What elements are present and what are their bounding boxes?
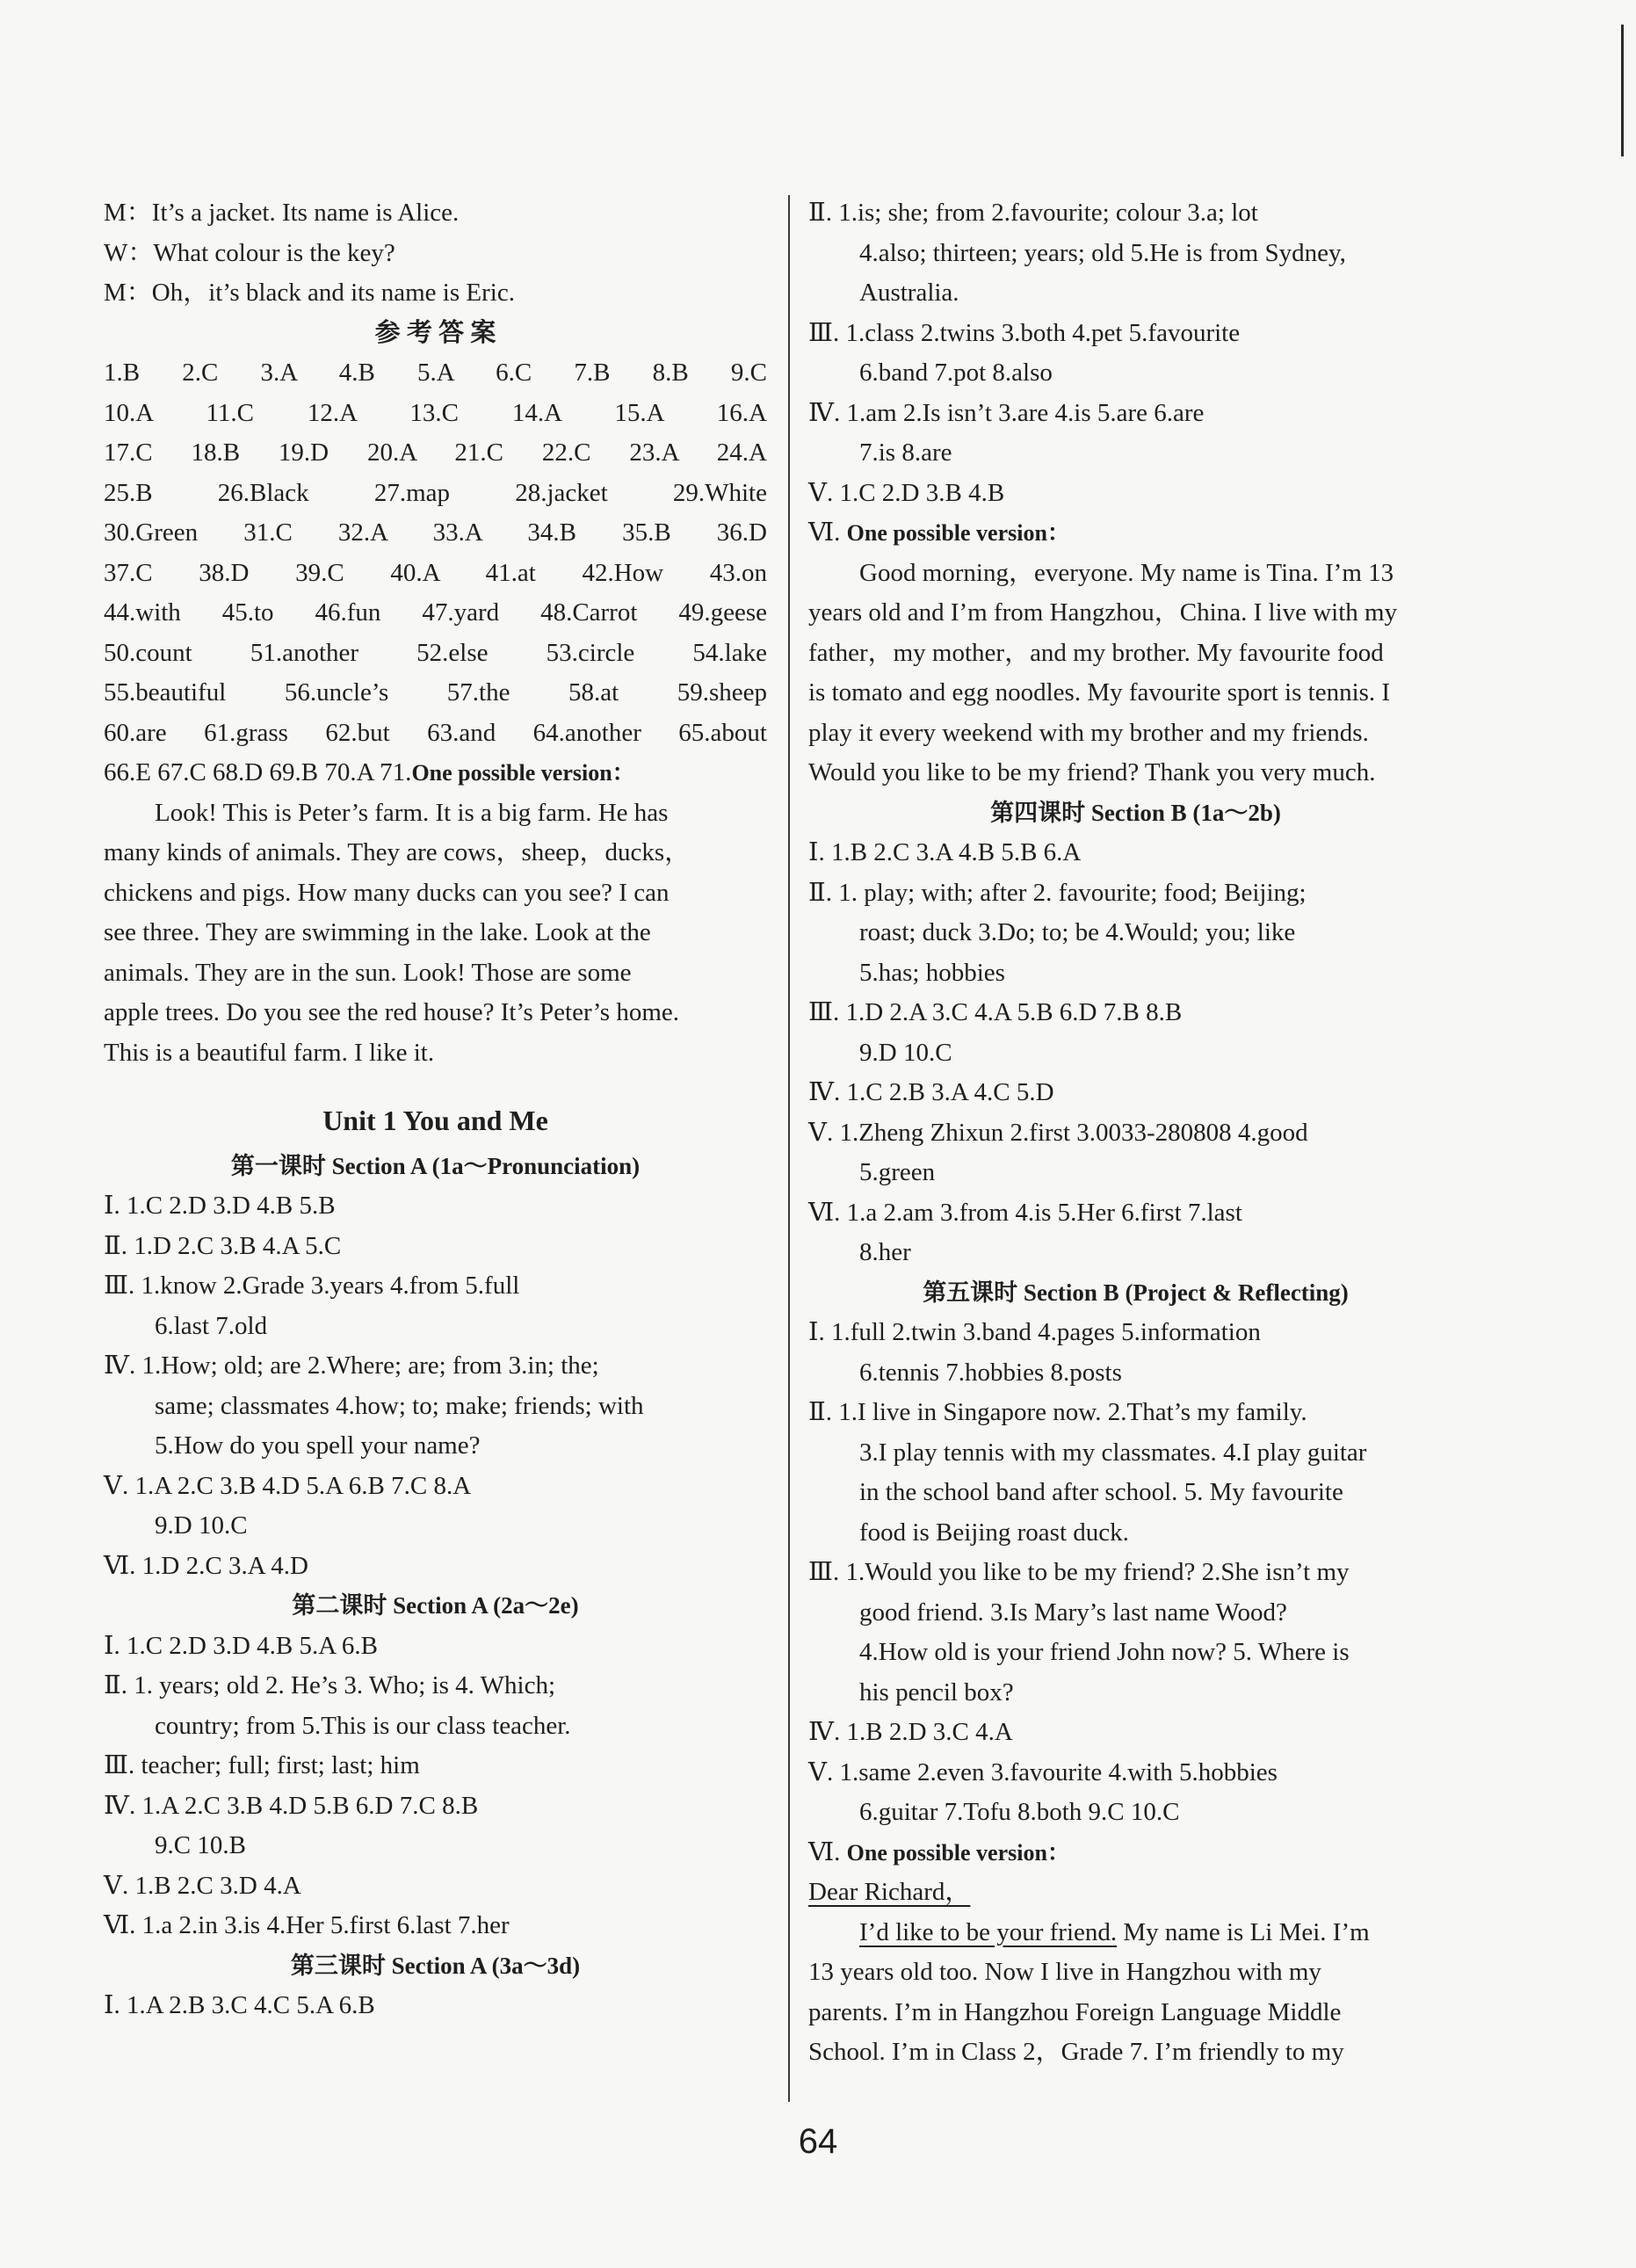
answer-line: country; from 5.This is our class teacher. (155, 1711, 571, 1740)
answer-line: 7.is 8.are (859, 438, 952, 467)
answer-line: 1.B 2.C 3.A 4.B 5.A 6.C 7.B 8.B 9.C (104, 359, 767, 387)
answer-line: good friend. 3.Is Mary’s last name Wood? (859, 1598, 1287, 1627)
answer-line: 5.How do you spell your name? (155, 1431, 481, 1460)
passage-line: Good morning，everyone. My name is Tina. I’m 13 (859, 558, 1394, 587)
answer-line: 10.A 11.C 12.A 13.C 14.A 15.A 16.A (104, 398, 767, 427)
passage-line: see three. They are swimming in the lake. Look at the (104, 918, 651, 946)
answer-line: same; classmates 4.how; to; make; friends; with (155, 1391, 644, 1420)
section-numeral: Ⅵ. (808, 518, 847, 547)
answer-line: Ⅲ. 1.class 2.twins 3.both 4.pet 5.favourite (808, 318, 1241, 347)
answer-line: Ⅰ. 1.A 2.B 3.C 4.C 5.A 6.B (104, 1991, 375, 2019)
answer-line (808, 1833, 1463, 1873)
answer-line: his pencil box? (859, 1677, 1014, 1706)
section-numeral: Ⅵ. (808, 1837, 847, 1866)
answer-line: Ⅴ. 1.same 2.even 3.favourite 4.with 5.hobbies (808, 1757, 1278, 1786)
answer-line: Ⅱ. 1.I live in Singapore now. 2.That’s my family. (808, 1398, 1307, 1426)
answer-line: Ⅲ. 1.know 2.Grade 3.years 4.from 5.full (104, 1272, 520, 1300)
answer-line: Ⅳ. 1.A 2.C 3.B 4.D 5.B 6.D 7.C 8.B (104, 1791, 479, 1820)
answer-line: 60.are 61.grass 62.but 63.and 64.another 65.about (104, 718, 767, 747)
answer-line: 25.B 26.Black 27.map 28.jacket 29.White (104, 478, 767, 507)
answer-line: 17.C 18.B 19.D 20.A 21.C 22.C 23.A 24.A (104, 438, 767, 467)
answer-line: Australia. (859, 279, 959, 307)
answer-line: Ⅳ. 1.C 2.B 3.A 4.C 5.D (808, 1078, 1054, 1106)
passage-line: father，my mother，and my brother. My favourite food (808, 638, 1384, 667)
answer-line: Ⅱ. 1.D 2.C 3.B 4.A 5.C (104, 1231, 342, 1260)
answer-line: Ⅵ. 1.a 2.in 3.is 4.Her 5.first 6.last 7.her (104, 1911, 510, 1939)
letter-greeting (808, 1873, 1463, 1913)
answer-line: Ⅳ. 1.B 2.D 3.C 4.A (808, 1718, 1013, 1746)
unit-title: Unit 1 You and Me (322, 1105, 548, 1136)
dialogue-line: M：Oh，it’s black and its name is Eric. (104, 279, 515, 307)
answer-line: food is Beijing roast duck. (859, 1518, 1129, 1547)
passage-line: apple trees. Do you see the red house? It’s Peter’s home. (104, 998, 679, 1026)
answer-line: Ⅱ. 1.is; she; from 2.favourite; colour 3.a; lot (808, 199, 1258, 227)
passage-line: many kinds of animals. They are cows，sheep，ducks， (104, 838, 691, 866)
answer-items: 66.E 67.C 68.D 69.B 70.A 71. (104, 758, 412, 786)
letter-line: School. I’m in Class 2，Grade 7. I’m friendly to my (808, 2038, 1344, 2066)
answer-line: 9.D 10.C (155, 1511, 248, 1540)
answer-line: Ⅱ. 1. years; old 2. He’s 3. Who; is 4. Which; (104, 1671, 555, 1699)
answer-line (104, 753, 767, 793)
dialogue-line: M：It’s a jacket. Its name is Alice. (104, 199, 460, 227)
dialogue-line: W：What colour is the key? (104, 238, 395, 267)
answer-line: Ⅰ. 1.C 2.D 3.D 4.B 5.A 6.B (104, 1631, 378, 1660)
answer-line: Ⅳ. 1.How; old; are 2.Where; are; from 3.in; the; (104, 1351, 599, 1380)
passage-line: is tomato and egg noodles. My favourite sport is tennis. I (808, 678, 1391, 706)
answer-line: Ⅲ. 1.D 2.A 3.C 4.A 5.B 6.D 7.B 8.B (808, 998, 1183, 1026)
version-label: One possible version： (846, 520, 1070, 546)
lesson1-title: 第一课时 Section A (1a～Pronunciation) (230, 1152, 641, 1179)
passage-line: chickens and pigs. How many ducks can you see? I can (104, 878, 670, 907)
answer-line: 8.her (859, 1238, 911, 1266)
lesson4-title: 第四课时 Section B (1a～2b) (990, 799, 1281, 826)
answer-line: Ⅱ. 1. play; with; after 2. favourite; food; Beijing; (808, 878, 1307, 907)
version-label: One possible version： (411, 760, 635, 786)
answer-line: 9.C 10.B (155, 1831, 246, 1859)
left-column (104, 193, 767, 2026)
lesson2-title: 第二课时 Section A (2a～2e) (292, 1592, 579, 1619)
answer-line: 6.tennis 7.hobbies 8.posts (859, 1358, 1122, 1387)
answer-line: Ⅴ. 1.A 2.C 3.B 4.D 5.A 6.B 7.C 8.A (104, 1471, 472, 1500)
margin-rule (1621, 25, 1624, 156)
lesson5-title: 第五课时 Section B (Project & Reflecting) (923, 1279, 1349, 1306)
passage-line: Would you like to be my friend? Thank you very much. (808, 758, 1376, 786)
answers-heading: 参 考 答 案 (374, 318, 496, 347)
answer-line: 4.How old is your friend John now? 5. Where is (859, 1638, 1350, 1666)
answer-line: 37.C 38.D 39.C 40.A 41.at 42.How 43.on (104, 558, 767, 587)
page-number: 64 (798, 2122, 838, 2161)
answer-line: 6.last 7.old (155, 1311, 268, 1340)
passage-line: years old and I’m from Hangzhou，China. I live with my (808, 598, 1398, 627)
answer-line: Ⅴ. 1.Zheng Zhixun 2.first 3.0033-280808 4.good (808, 1118, 1308, 1147)
answer-line: 9.D 10.C (859, 1038, 952, 1067)
answer-line: Ⅰ. 1.B 2.C 3.A 4.B 5.B 6.A (808, 838, 1082, 866)
version-label: One possible version： (846, 1839, 1070, 1866)
column-divider (788, 195, 790, 2102)
answer-line: 5.green (859, 1158, 936, 1186)
answer-line: 6.band 7.pot 8.also (859, 359, 1053, 387)
passage-line: This is a beautiful farm. I like it. (104, 1038, 435, 1067)
passage-line: play it every weekend with my brother and my friends. (808, 718, 1369, 747)
answer-line: Ⅵ. 1.D 2.C 3.A 4.D (104, 1551, 308, 1580)
answer-line: Ⅵ. 1.a 2.am 3.from 4.is 5.Her 6.first 7.last (808, 1198, 1242, 1227)
answer-line: Ⅰ. 1.full 2.twin 3.band 4.pages 5.information (808, 1318, 1261, 1346)
answer-line: 44.with 45.to 46.fun 47.yard 48.Carrot 49.geese (104, 598, 767, 627)
answer-line: Ⅰ. 1.C 2.D 3.D 4.B 5.B (104, 1192, 336, 1220)
letter-opening: I’d like to be your friend. (859, 1917, 1118, 1946)
answer-line: roast; duck 3.Do; to; be 4.Would; you; like (859, 918, 1296, 946)
answer-line: Ⅲ. 1.Would you like to be my friend? 2.She isn’t my (808, 1558, 1350, 1586)
answer-line: 4.also; thirteen; years; old 5.He is from Sydney, (859, 238, 1346, 267)
passage-line: animals. They are in the sun. Look! Those are some (104, 958, 632, 987)
passage-line: Look! This is Peter’s farm. It is a big farm. He has (155, 798, 669, 827)
letter-line (808, 1913, 1463, 1953)
letter-line: 13 years old too. Now I live in Hangzhou with my (808, 1958, 1321, 1986)
answer-line: in the school band after school. 5. My favourite (859, 1478, 1343, 1506)
letter-line: parents. I’m in Hangzhou Foreign Language Middle (808, 1997, 1342, 2026)
answer-line (808, 513, 1463, 554)
answer-line: Ⅲ. teacher; full; first; last; him (104, 1751, 420, 1779)
answer-line: Ⅴ. 1.B 2.C 3.D 4.A (104, 1871, 301, 1900)
answer-line: 55.beautiful 56.uncle’s 57.the 58.at 59.sheep (104, 678, 767, 706)
letter-opening-rest: My name is Li Mei. I’m (1117, 1917, 1370, 1946)
answer-line: 30.Green 31.C 32.A 33.A 34.B 35.B 36.D (104, 518, 767, 547)
answer-line: Ⅳ. 1.am 2.Is isn’t 3.are 4.is 5.are 6.are (808, 398, 1205, 427)
answer-line: 5.has; hobbies (859, 958, 1005, 987)
lesson3-title: 第三课时 Section A (3a～3d) (290, 1952, 581, 1979)
right-column (808, 193, 1463, 2073)
letter-greeting-text: Dear Richard， (808, 1878, 971, 1906)
answer-line: Ⅴ. 1.C 2.D 3.B 4.B (808, 478, 1005, 507)
answer-line: 3.I play tennis with my classmates. 4.I play guitar (859, 1438, 1367, 1467)
answer-line: 6.guitar 7.Tofu 8.both 9.C 10.C (859, 1798, 1180, 1826)
answer-line: 50.count 51.another 52.else 53.circle 54.lake (104, 638, 767, 667)
